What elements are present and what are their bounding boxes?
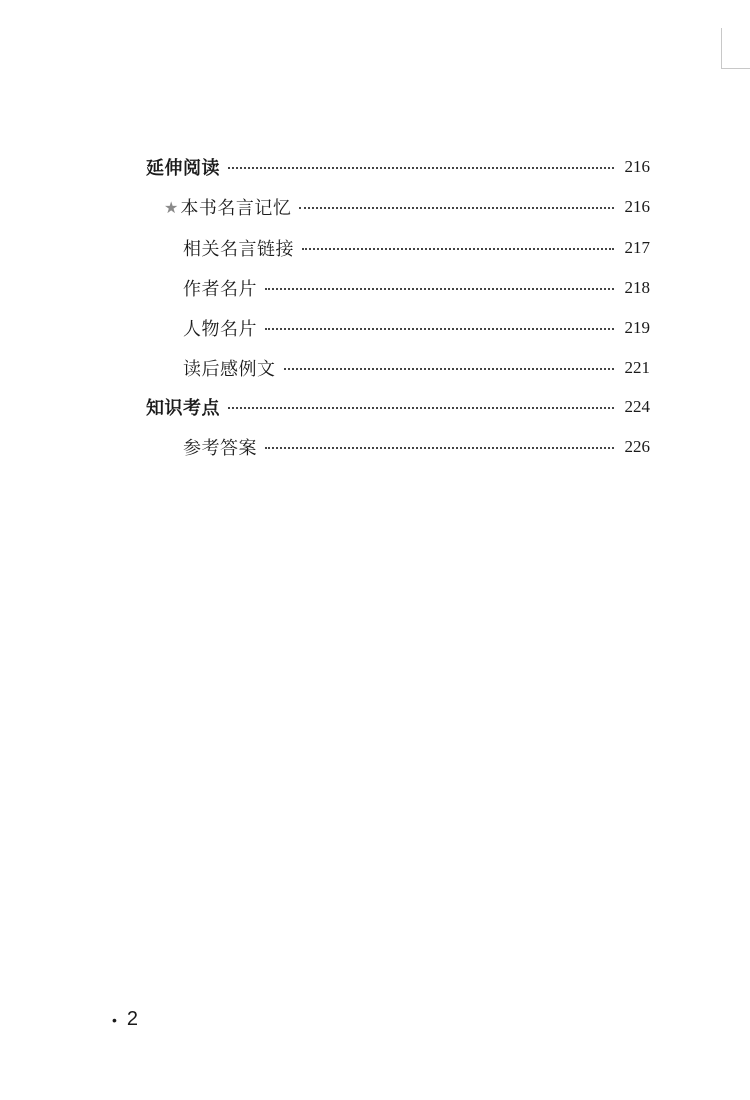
- dot-leader: [302, 248, 614, 250]
- toc-entry-character-card[interactable]: [183, 315, 650, 341]
- toc-entry-page: 219: [624, 318, 650, 337]
- toc-entry-page: 221: [624, 358, 650, 377]
- dot-leader: [228, 407, 614, 409]
- page-number: 2: [126, 1008, 139, 1030]
- toc-entry-label: 参考答案: [183, 438, 257, 459]
- dot-leader: [228, 167, 614, 169]
- toc-entry-author-card[interactable]: [183, 275, 650, 301]
- page-corner-mark: [721, 28, 750, 69]
- toc-entry-page: 216: [624, 157, 650, 176]
- dot-leader: [299, 207, 614, 209]
- toc-entry-page: 217: [624, 238, 650, 257]
- toc-entry-label: 人物名片: [183, 319, 257, 340]
- toc-entry-page: 218: [624, 278, 650, 297]
- toc-entry-answers[interactable]: [183, 434, 650, 460]
- toc-entry-page: 224: [624, 397, 650, 416]
- star-icon: ★: [164, 197, 179, 217]
- toc-entry-label: 延伸阅读: [146, 158, 220, 179]
- toc-entry-label: 本书名言记忆: [180, 198, 292, 219]
- toc-entry-knowledge-points[interactable]: [146, 394, 650, 420]
- toc-entry-reading-essay[interactable]: [183, 355, 650, 381]
- footer-bullet: •: [112, 1011, 117, 1028]
- dot-leader: [265, 328, 614, 330]
- page-footer: [112, 1008, 138, 1031]
- toc-entry-related-quotes[interactable]: [183, 235, 650, 261]
- dot-leader: [265, 288, 614, 290]
- toc-entry-extended-reading[interactable]: [146, 154, 650, 180]
- toc-entry-quotes-memory[interactable]: [164, 194, 650, 220]
- dot-leader: [284, 368, 615, 370]
- toc-entry-label: 知识考点: [146, 398, 220, 419]
- toc-entry-label: 读后感例文: [183, 359, 276, 380]
- dot-leader: [265, 447, 614, 449]
- toc-entry-page: 226: [624, 437, 650, 456]
- toc-entry-page: 216: [624, 197, 650, 216]
- toc-entry-label: 相关名言链接: [183, 239, 294, 260]
- toc-entry-label: 作者名片: [183, 279, 257, 300]
